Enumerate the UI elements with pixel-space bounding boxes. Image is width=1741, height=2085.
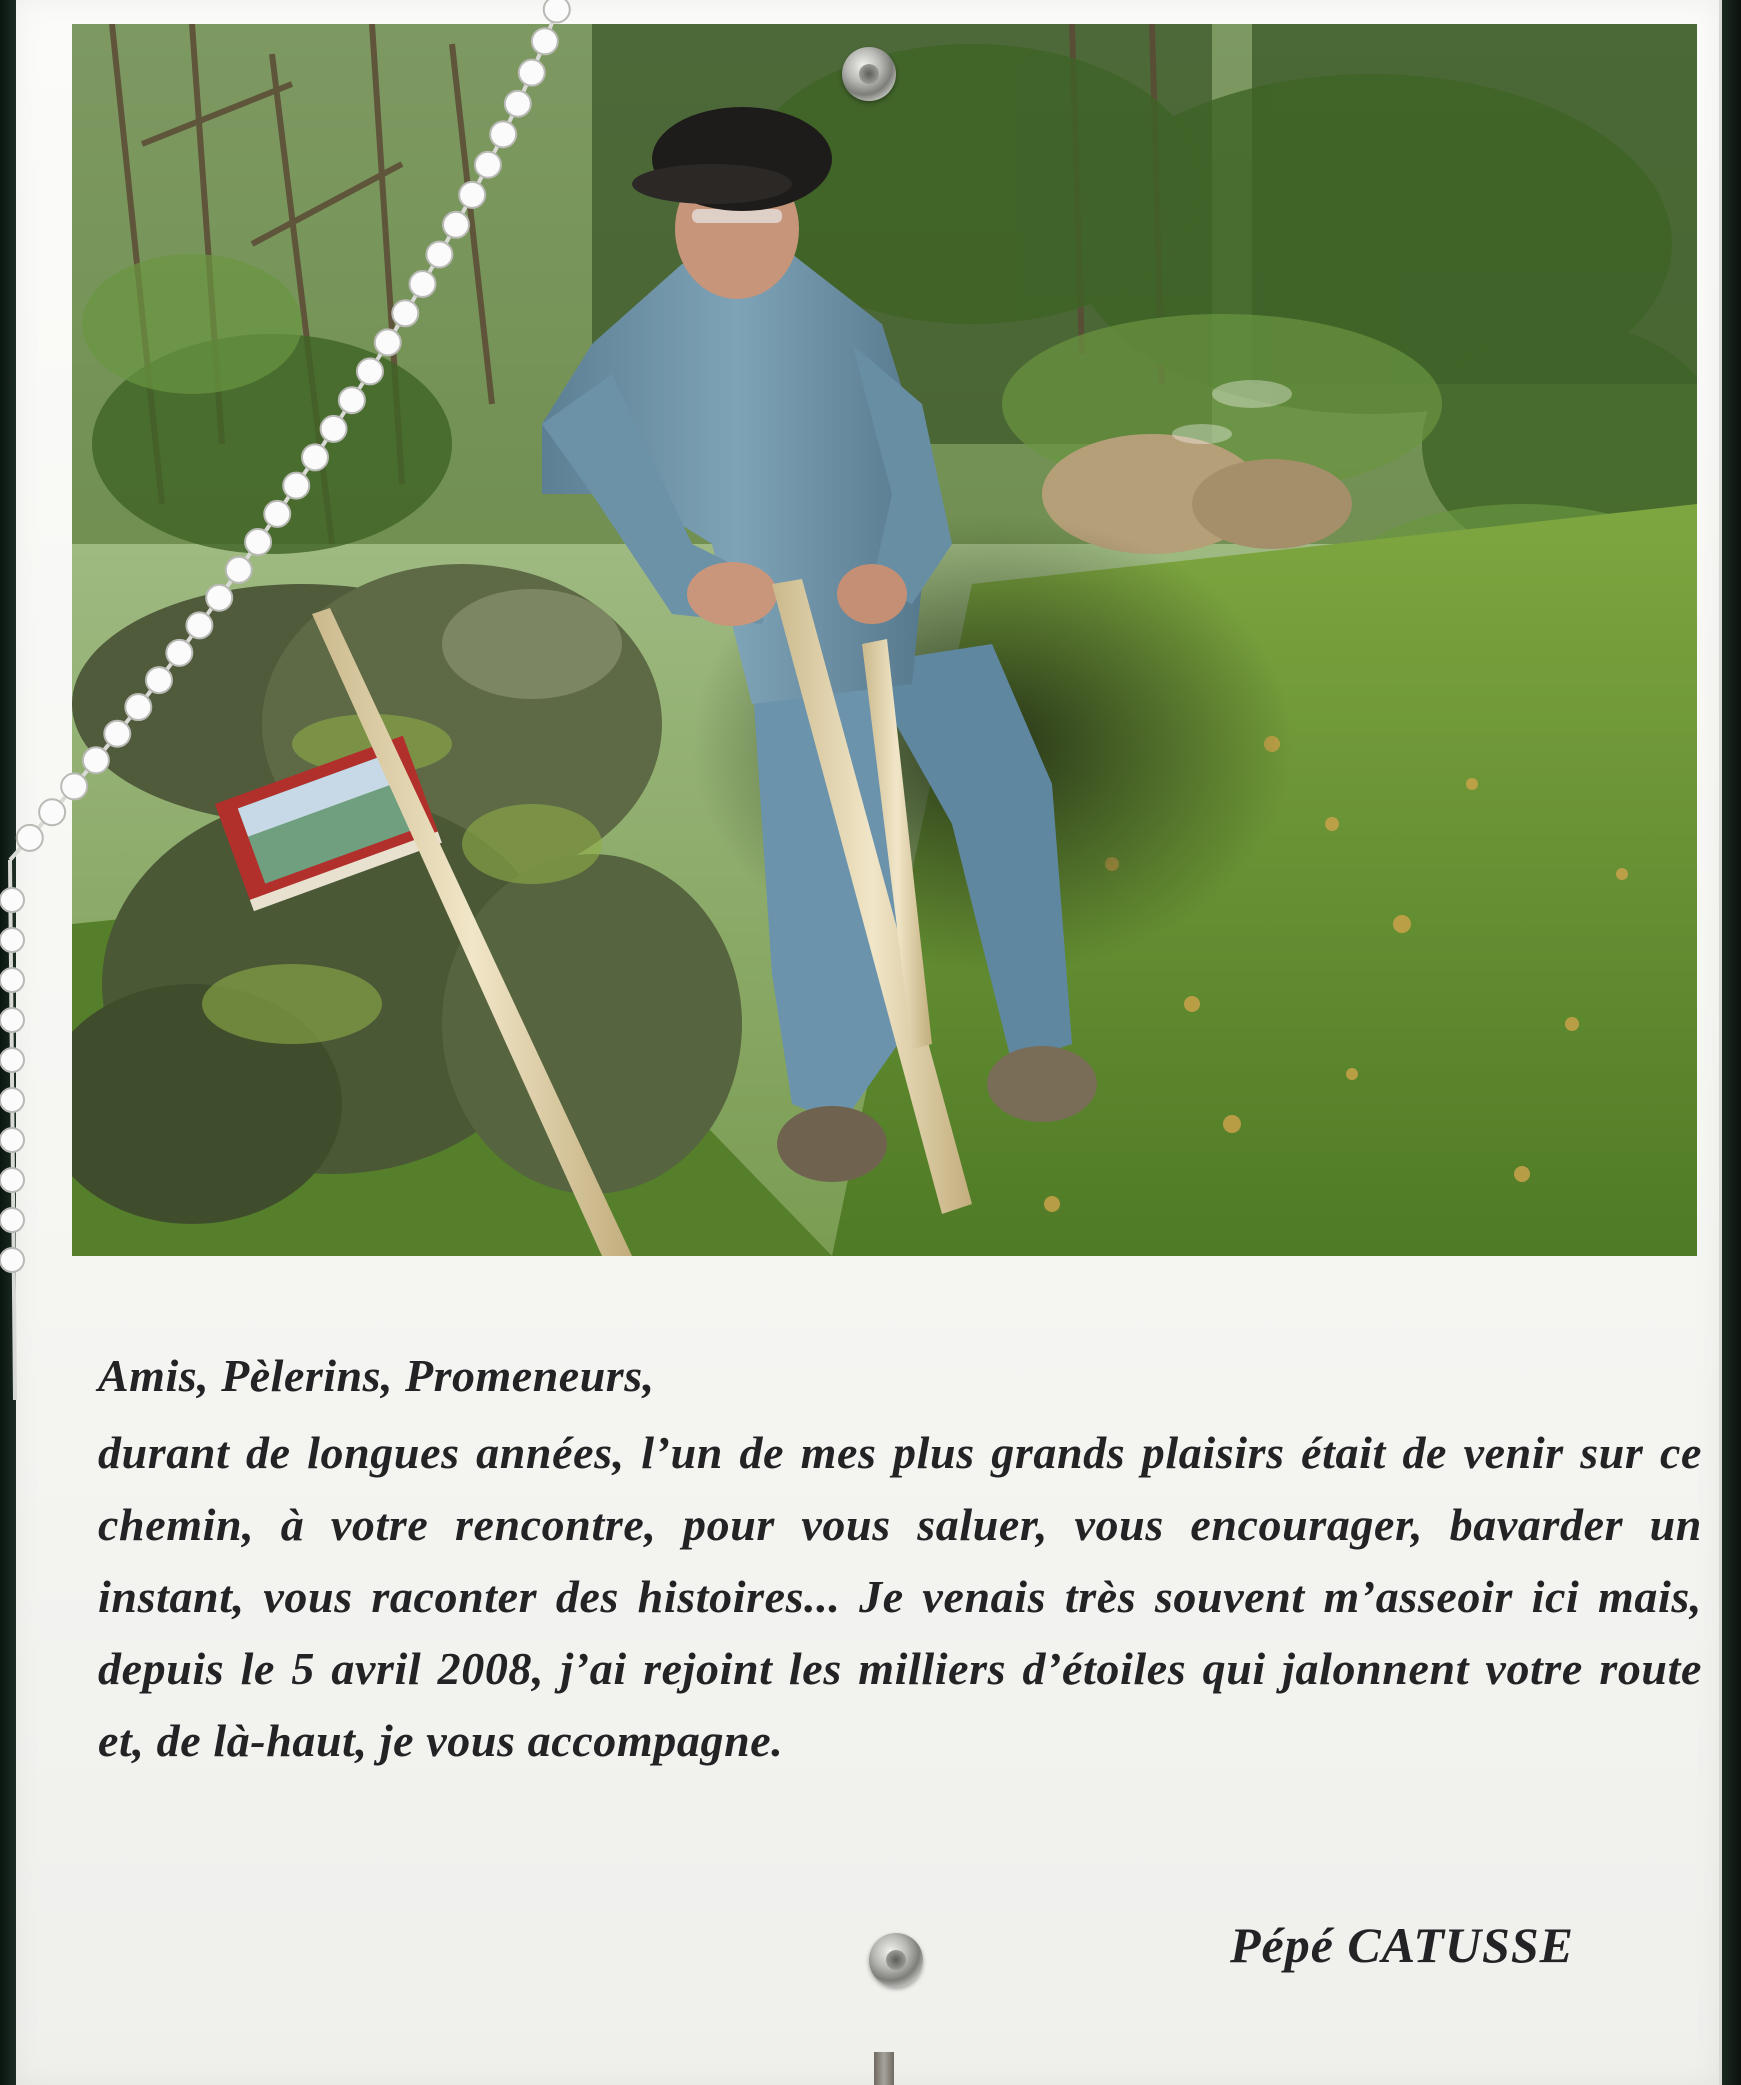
message-paragraph: durant de longues années, l’un de mes plus grands plaisirs était de venir sur ce chemin, à votre rencontre, pour vous saluer, vous encourager, bavarder un instant, vous raconter des histoires... Je venais très souvent m’asseoir ici mais, depuis le 5 avril 2008, j’ai rejoint les milliers d’étoiles qui jalonnent votre route et, de là-haut, je vous accompagne. [98,1427,1702,1766]
rivet-top [842,47,896,101]
rivet-bottom [869,1933,923,1987]
signature: Pépé CATUSSE [1230,1917,1574,1973]
photo-illustration [72,24,1697,1256]
greeting: Amis, Pèlerins, Promeneurs, [98,1350,655,1401]
memorial-sign [16,0,1722,2085]
memorial-text [98,1345,1708,1777]
background-right [1719,0,1741,2085]
sign-post [874,2052,894,2085]
photo-of-man-with-sticks [72,24,1697,1256]
